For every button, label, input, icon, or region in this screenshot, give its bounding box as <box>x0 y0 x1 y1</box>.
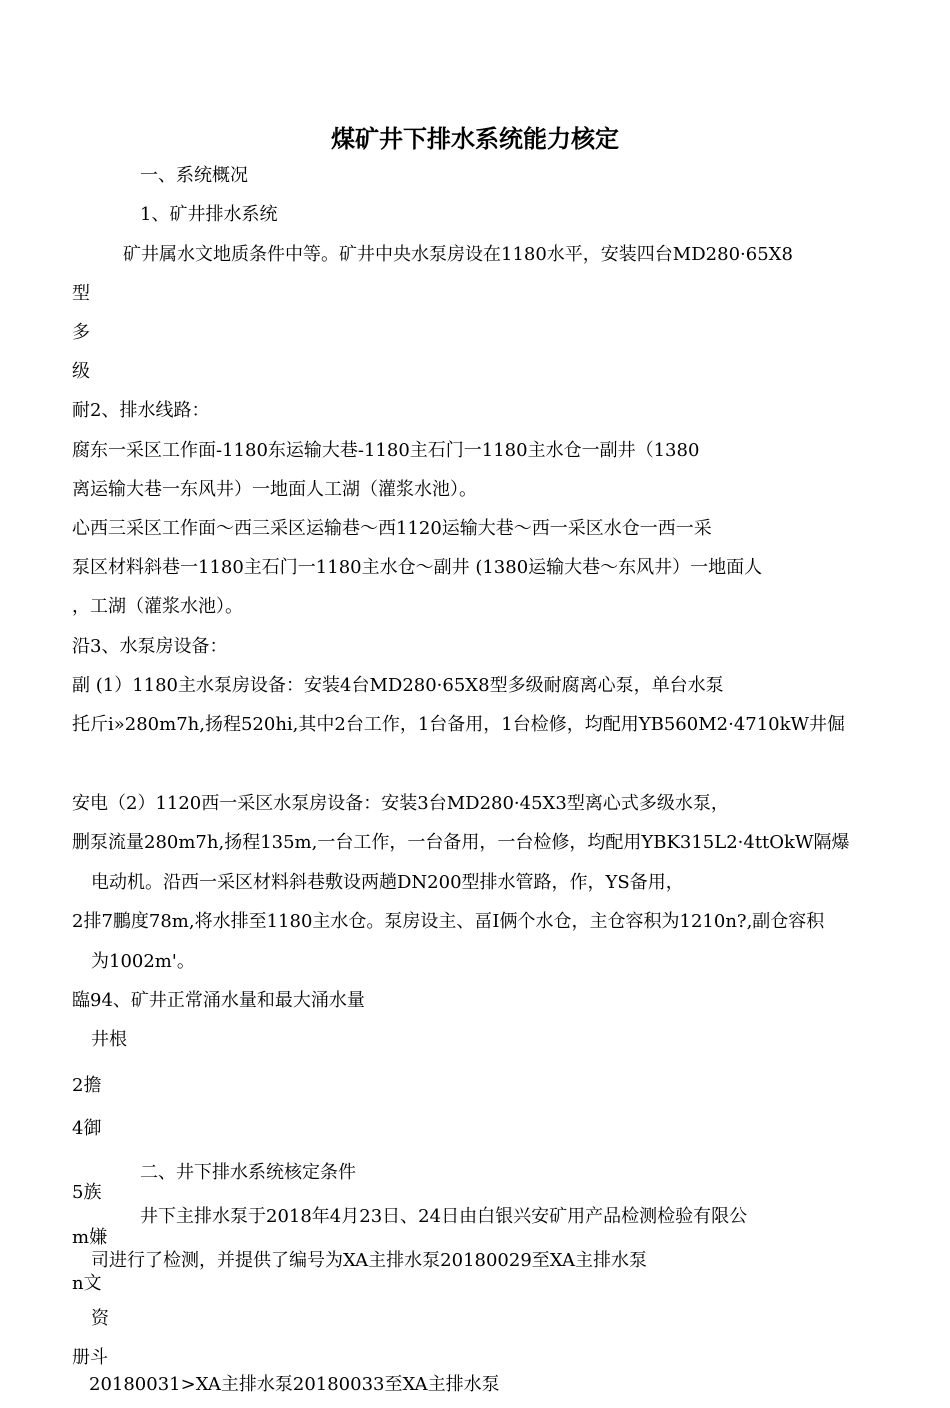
text-line: m嫌 <box>72 1227 108 1248</box>
text-line: 沿3、水泵房设备： <box>72 636 228 657</box>
text-line: 4御 <box>72 1118 102 1139</box>
text-line: 腐东一采区工作面-1180东运输大巷-1180主石门一1180主水仓一副井（1380 <box>72 440 700 461</box>
text-line: 2擔 <box>72 1075 102 1096</box>
text-line: 井下主排水泵于2018年4月23日、24日由白银兴安矿用产品检测检验有限公 <box>140 1206 748 1227</box>
text-line: 泵区材料斜巷一1180主石门一1180主水仓〜副井 (1380运输大巷〜东风井）一地面人 <box>72 557 763 578</box>
text-line: 1、矿井排水系统 <box>140 204 278 225</box>
text-line: 5族 <box>72 1182 102 1203</box>
text-line: 离运输大巷一东风井）一地面人工湖（灌浆水池）。 <box>72 479 477 500</box>
text-line: 托斤i»280m7h,扬程520hi,其中2台工作，1台备用，1台检修，均配用YB560M2·4710kW井倔 <box>72 714 846 735</box>
text-line: 电动机。沿西一采区材料斜巷敷设两趟DN200型排水管路，作，YS备用， <box>91 872 684 893</box>
text-line: 安电（2）1120西一采区水泵房设备：安装3台MD280·45X3型离心式多级水泵， <box>72 793 729 814</box>
text-line: n文 <box>72 1273 102 1294</box>
text-line: 副 (1）1180主水泵房设备：安装4台MD280·65X8型多级耐腐离心泵，单台水泵 <box>72 675 724 696</box>
text-line: 20180031>XA主排水泵20180033至XA主排水泵 <box>89 1374 500 1395</box>
text-line: 臨94、矿井正常涌水量和最大涌水量 <box>72 990 365 1011</box>
text-line: 型 <box>72 283 90 304</box>
text-line: 多 <box>72 322 90 343</box>
text-line: 心西三采区工作面〜西三采区运输巷〜西1120运输大巷〜西一采区水仓一西一采 <box>72 518 712 539</box>
text-line: 2排7鵬度78m,将水排至1180主水仓。泵房设主、畐I俩个水仓，主仓容积为1210n?,副仓容积 <box>72 911 825 932</box>
document-title: 煤矿井下排水系统能力核定 <box>331 125 619 153</box>
text-line: 耐2、排水线路： <box>72 400 210 421</box>
text-line: 删泵流量280m7h,扬程135m,一台工作，一台备用，一台检修，均配用YBK315L2·4ttOkW隔爆 <box>72 832 850 853</box>
text-line: 二、井下排水系统核定条件 <box>140 1162 356 1183</box>
text-line: ，工湖（灌浆水池）。 <box>72 596 243 617</box>
text-line: 矿井属水文地质条件中等。矿井中央水泵房设在1180水平，安装四台MD280·65X8 <box>123 244 793 265</box>
text-line: 司进行了检测，并提供了编号为XA主排水泵20180029至XA主排水泵 <box>91 1250 647 1271</box>
text-line: 册斗 <box>72 1347 108 1368</box>
text-line: 级 <box>72 361 90 382</box>
text-line: 一、系统概况 <box>140 165 248 186</box>
text-line: 井根 <box>91 1029 127 1050</box>
text-line: 资 <box>91 1308 109 1329</box>
text-line: 为1002m'。 <box>91 951 195 972</box>
